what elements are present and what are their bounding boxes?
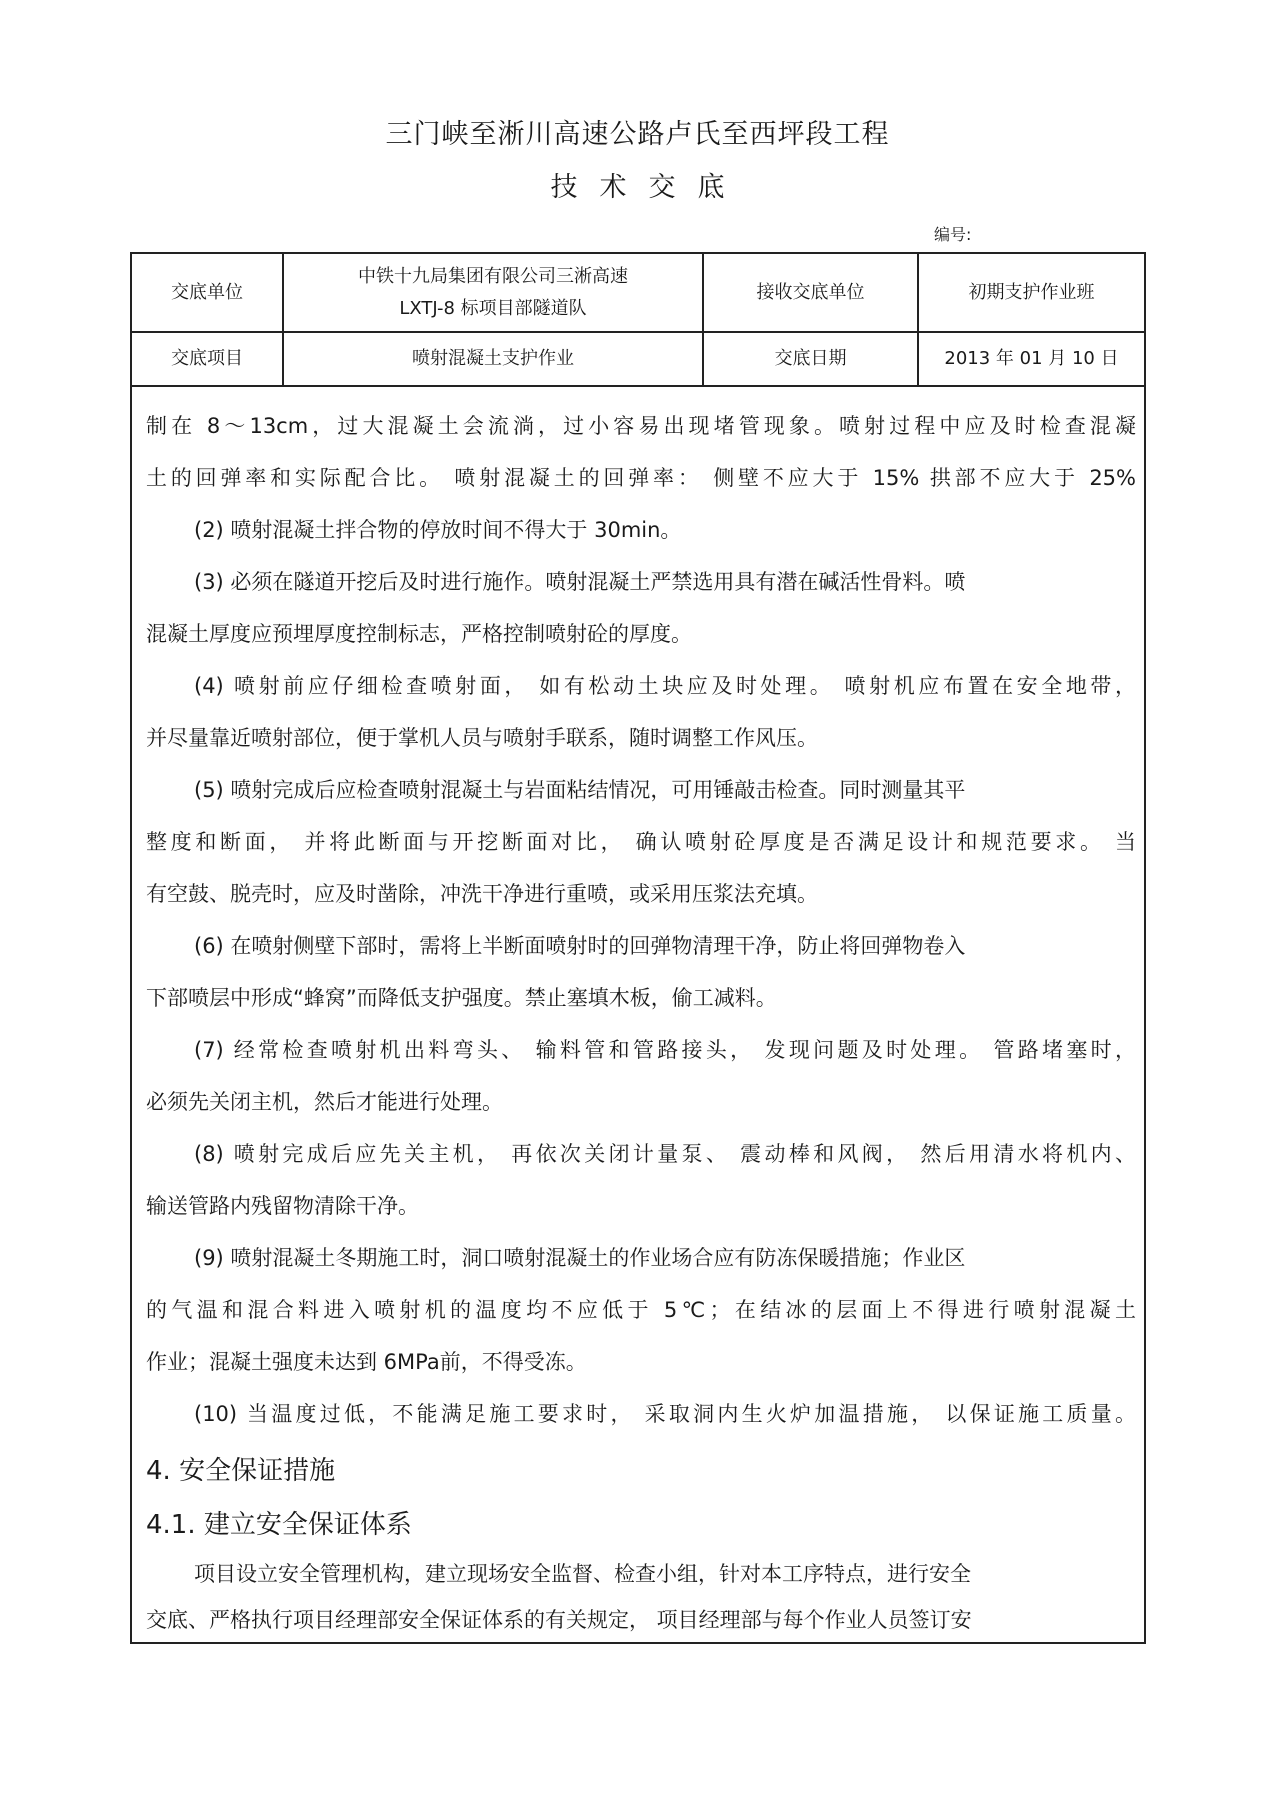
date-value: 2013 年 01 月 10 日 (944, 348, 1119, 369)
body-line: (8) 喷射完成后应先关主机， 再依次关闭计量泵、 震动棒和风阀， 然后用清水将机内、 (194, 1142, 1136, 1166)
body-line: 的气温和混合料进入喷射机的温度均不应低于 5℃；在结冰的层面上不得进行喷射混凝土 (146, 1298, 1136, 1322)
body-line: (4) 喷射前应仔细检查喷射面， 如有松动土块应及时处理。 喷射机应布置在安全地带， (194, 674, 1136, 698)
receiver-value: 初期支护作业班 (968, 281, 1095, 303)
subsection-heading: 4.1. 建立安全保证体系 (146, 1510, 412, 1540)
document-subtitle: 技术交底 (550, 172, 747, 203)
body-line: 必须先关闭主机，然后才能进行处理。 (146, 1090, 503, 1114)
body-line: (9) 喷射混凝土冬期施工时，洞口喷射混凝土的作业场合应有防冻保暖措施；作业区 (194, 1246, 966, 1270)
body-line: (10) 当温度过低，不能满足施工要求时， 采取洞内生火炉加温措施， 以保证施工质量。 (194, 1402, 1136, 1426)
body-line: (6) 在喷射侧壁下部时，需将上半断面喷射时的回弹物清理干净，防止将回弹物卷入 (194, 934, 966, 958)
body-line: 有空鼓、脱壳时，应及时凿除，冲洗干净进行重喷，或采用压浆法充填。 (146, 882, 818, 906)
body-line: 土的回弹率和实际配合比。 喷射混凝土的回弹率： 侧壁不应大于 15% 拱部不应大于 25% (146, 466, 1136, 490)
body-line: (7) 经常检查喷射机出料弯头、 输料管和管路接头， 发现问题及时处理。 管路堵塞时， (194, 1038, 1136, 1062)
body-line: 制在 8～13cm，过大混凝土会流淌，过小容易出现堵管现象。喷射过程中应及时检查混凝 (146, 414, 1136, 438)
row-divider (132, 385, 1144, 387)
unit-label: 交底单位 (171, 281, 243, 303)
body-line: 混凝土厚度应预埋厚度控制标志，严格控制喷射砼的厚度。 (146, 622, 692, 646)
doc-number-label: 编号: (934, 225, 972, 244)
body-line: (3) 必须在隧道开挖后及时进行施作。喷射混凝土严禁选用具有潜在碱活性骨料。喷 (194, 570, 966, 594)
body-line: 项目设立安全管理机构，建立现场安全监督、检查小组，针对本工序特点，进行安全 (194, 1562, 971, 1586)
unit-value-line1: 中铁十九局集团有限公司三淅高速 (358, 265, 628, 287)
section-heading: 4. 安全保证措施 (146, 1456, 336, 1486)
item-label: 交底项目 (171, 348, 243, 369)
disclosure-table (130, 252, 1146, 1644)
date-label: 交底日期 (774, 348, 847, 369)
unit-value (284, 254, 702, 331)
item-value: 喷射混凝土支护作业 (412, 348, 574, 369)
body-line: (2) 喷射混凝土拌合物的停放时间不得大于 30min。 (194, 518, 682, 542)
body-line: 交底、严格执行项目经理部安全保证体系的有关规定， 项目经理部与每个作业人员签订安 (146, 1608, 972, 1632)
body-line: 输送管路内残留物清除干净。 (146, 1194, 419, 1218)
receiver-label: 接收交底单位 (756, 281, 865, 303)
body-line: 作业；混凝土强度未达到 6MPa前，不得受冻。 (146, 1350, 587, 1374)
document-title: 三门峡至淅川高速公路卢氏至西坪段工程 (385, 119, 890, 150)
body-line: 下部喷层中形成“蜂窝”而降低支护强度。禁止塞填木板，偷工减料。 (146, 986, 777, 1010)
body-line: 整度和断面， 并将此断面与开挖断面对比， 确认喷射砼厚度是否满足设计和规范要求。 当 (146, 830, 1136, 854)
body-line: (5) 喷射完成后应检查喷射混凝土与岩面粘结情况，可用锤敲击检查。同时测量其平 (194, 778, 966, 802)
body-line: 并尽量靠近喷射部位，便于掌机人员与喷射手联系，随时调整工作风压。 (146, 726, 818, 750)
unit-value-line2: LXTJ-8 标项目部隧道队 (399, 297, 587, 319)
